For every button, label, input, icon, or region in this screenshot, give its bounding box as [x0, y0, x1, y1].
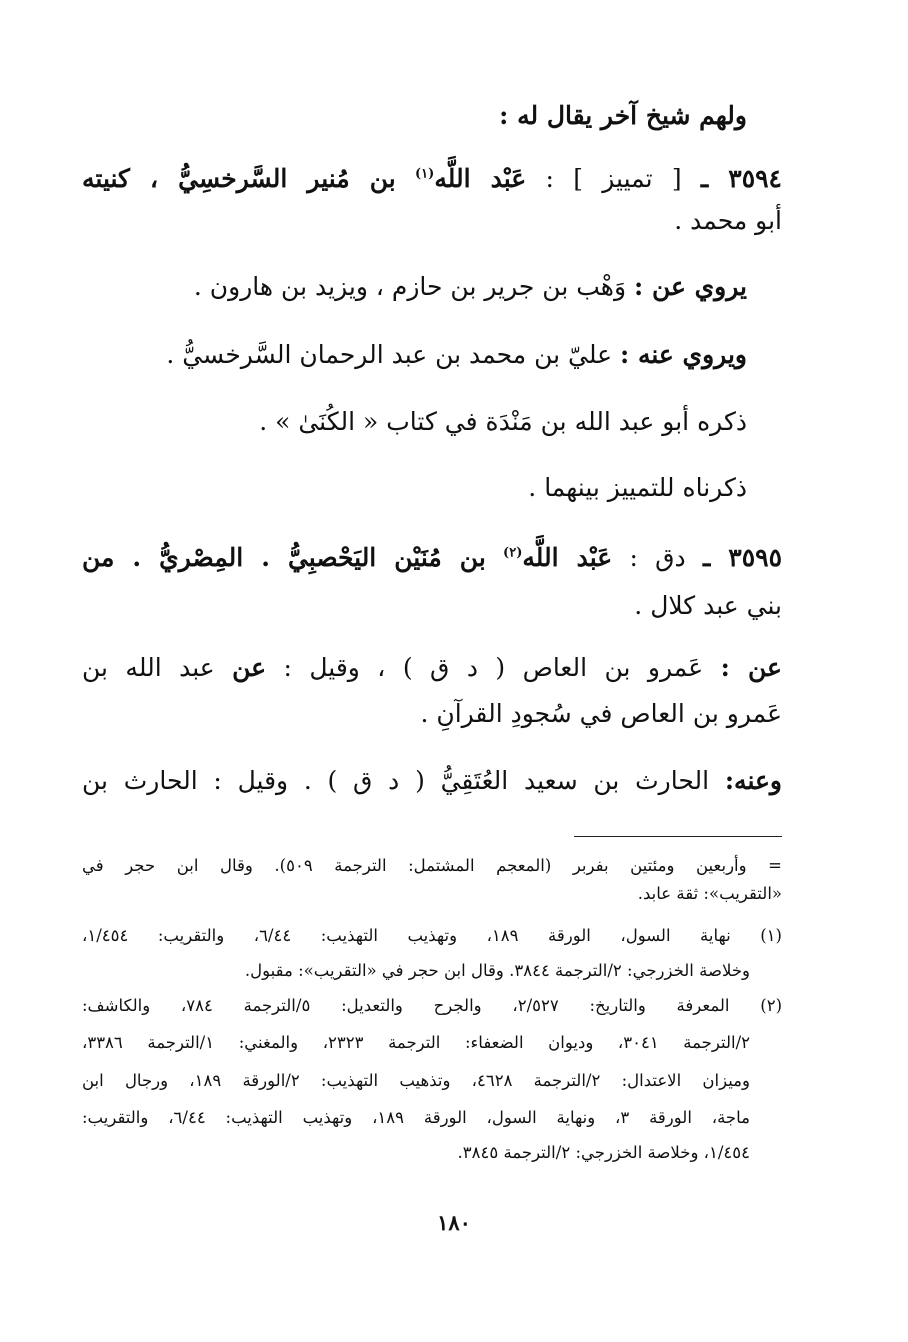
- mention-text: ذكره أبو عبد الله بن مَنْدَة في كتاب « الكُنَىٰ » .: [259, 407, 747, 436]
- footnote-2-line-3: [82, 1068, 750, 1094]
- footnote-2-text-1: (٢) المعرفة والتاريخ: ٢/٥٢٧، والجرح والتعديل: ٥/الترجمة ٧٨٤، والكاشف:: [82, 996, 783, 1015]
- entry-3595-line-2: [82, 587, 782, 625]
- narrates-from-label: يروي عن :: [634, 272, 747, 301]
- footnote-separator: [574, 836, 782, 837]
- entry-3594-line-2: [82, 202, 782, 240]
- footnote-2-line-2: [82, 1030, 750, 1056]
- footnote-1-text-1: (١) نهاية السول، الورقة ١٨٩، وتهذيب التهذيب: ٦/٤٤، والتقريب: ١/٤٥٤،: [82, 926, 782, 945]
- footnote-2-text-4: ماجة، الورقة ٣، ونهاية السول، الورقة ١٨٩، وتهذيب التهذيب: ٦/٤٤، والتقريب:: [82, 1108, 750, 1127]
- footnote-continuation-line-2: [82, 881, 782, 907]
- footnote-2-line-4: [82, 1105, 750, 1131]
- entry-3595-tribe: بني عبد كلال .: [634, 591, 782, 620]
- entry-3595-name-rest: بن مُنَيْن اليَحْصبِيُّ . المِصْريُّ . من: [82, 543, 486, 572]
- entry-3594-note: [82, 469, 747, 507]
- narrates-from-text: وَهْب بن جرير بن حازم ، ويزيد بن هارون .: [193, 272, 627, 301]
- footnote-2-line-1: [82, 993, 782, 1019]
- entry-3595-tag: دق :: [629, 543, 686, 572]
- entry-3594-number: ٣٥٩٤ ـ: [700, 164, 782, 193]
- entry-3595-name: [503, 543, 612, 572]
- from-line-2-text: عَمرو بن العاص في سُجودِ القرآنِ .: [420, 699, 782, 728]
- entry-3594-mention: [82, 403, 747, 441]
- by-label: وعنه:: [724, 766, 782, 795]
- entry-3595-from-line-2: [82, 695, 782, 733]
- entry-3595-number: ٣٥٩٥ ـ: [702, 543, 782, 572]
- from-text: عَمرو بن العاص ( د ق ) ، وقيل :: [283, 653, 704, 682]
- narrated-by-label: ويروي عنه :: [620, 340, 747, 369]
- intro-line: [82, 97, 747, 135]
- footnote-continuation-text-2: «التقريب»: ثقة عابد.: [637, 884, 782, 903]
- entry-3594-name-text: عَبْد اللَّه: [434, 164, 527, 193]
- footnote-2-line-5: [82, 1140, 750, 1166]
- footnote-1-text-2: وخلاصة الخزرجي: ٢/الترجمة ٣٨٤٤. وقال ابن حجر في «التقريب»: مقبول.: [244, 961, 750, 980]
- footnote-2-text-5: ١/٤٥٤، وخلاصة الخزرجي: ٢/الترجمة ٣٨٤٥.: [457, 1143, 750, 1162]
- entry-3594-name-rest: بن مُنير السَّرخسِيُّ ، كنيته: [82, 164, 396, 193]
- footnote-1-line-2: [82, 958, 750, 984]
- by-text: الحارث بن سعيد العُتَقِيُّ ( د ق ) . وقيل : الحارث بن: [82, 766, 710, 795]
- footnote-ref-1[interactable]: (١): [415, 166, 435, 182]
- entry-3594-line-1: [82, 160, 782, 198]
- entry-3594-narrates-from: [82, 268, 747, 306]
- from-text-2: عبد الله بن: [82, 653, 215, 682]
- entry-3594-kunya: أبو محمد .: [674, 206, 782, 235]
- note-text: ذكرناه للتمييز بينهما .: [528, 473, 747, 502]
- entry-3594-tag: [ تمييز ] :: [545, 164, 682, 193]
- intro-text: ولهم شيخ آخر يقال له :: [499, 101, 747, 130]
- entry-3594-narrated-by: [82, 336, 747, 374]
- footnote-ref-2[interactable]: (٢): [503, 545, 523, 561]
- entry-3595-name-text: عَبْد اللَّه: [522, 543, 613, 572]
- footnote-2-text-2: ٢/الترجمة ٣٠٤١، وديوان الضعفاء: الترجمة ٢٣٢٣، والمغني: ١/الترجمة ٣٣٨٦،: [82, 1033, 751, 1052]
- book-page: [82, 0, 782, 1342]
- footnote-2-text-3: وميزان الاعتدال: ٢/الترجمة ٤٦٢٨، وتذهيب التهذيب: ٢/الورقة ١٨٩، ورجال ابن: [82, 1071, 750, 1090]
- page-number: ١٨٠: [437, 1210, 471, 1235]
- entry-3595-line-1: [82, 539, 782, 577]
- entry-3595-from-line-1: [82, 649, 782, 687]
- from-label-2: عن: [232, 653, 267, 682]
- from-label: عن :: [720, 653, 782, 682]
- entry-3595-by-line: [82, 762, 782, 800]
- footnote-1-line-1: [82, 923, 782, 949]
- narrated-by-text: عليّ بن محمد بن عبد الرحمان السَّرخسيُّ .: [166, 340, 613, 369]
- footnote-continuation-text-1: = وأربعين ومئتين بفربر (المعجم المشتمل: الترجمة ٥٠٩). وقال ابن حجر في: [82, 856, 782, 875]
- footnote-continuation-line-1: [82, 853, 782, 879]
- entry-3594-name: [415, 164, 526, 193]
